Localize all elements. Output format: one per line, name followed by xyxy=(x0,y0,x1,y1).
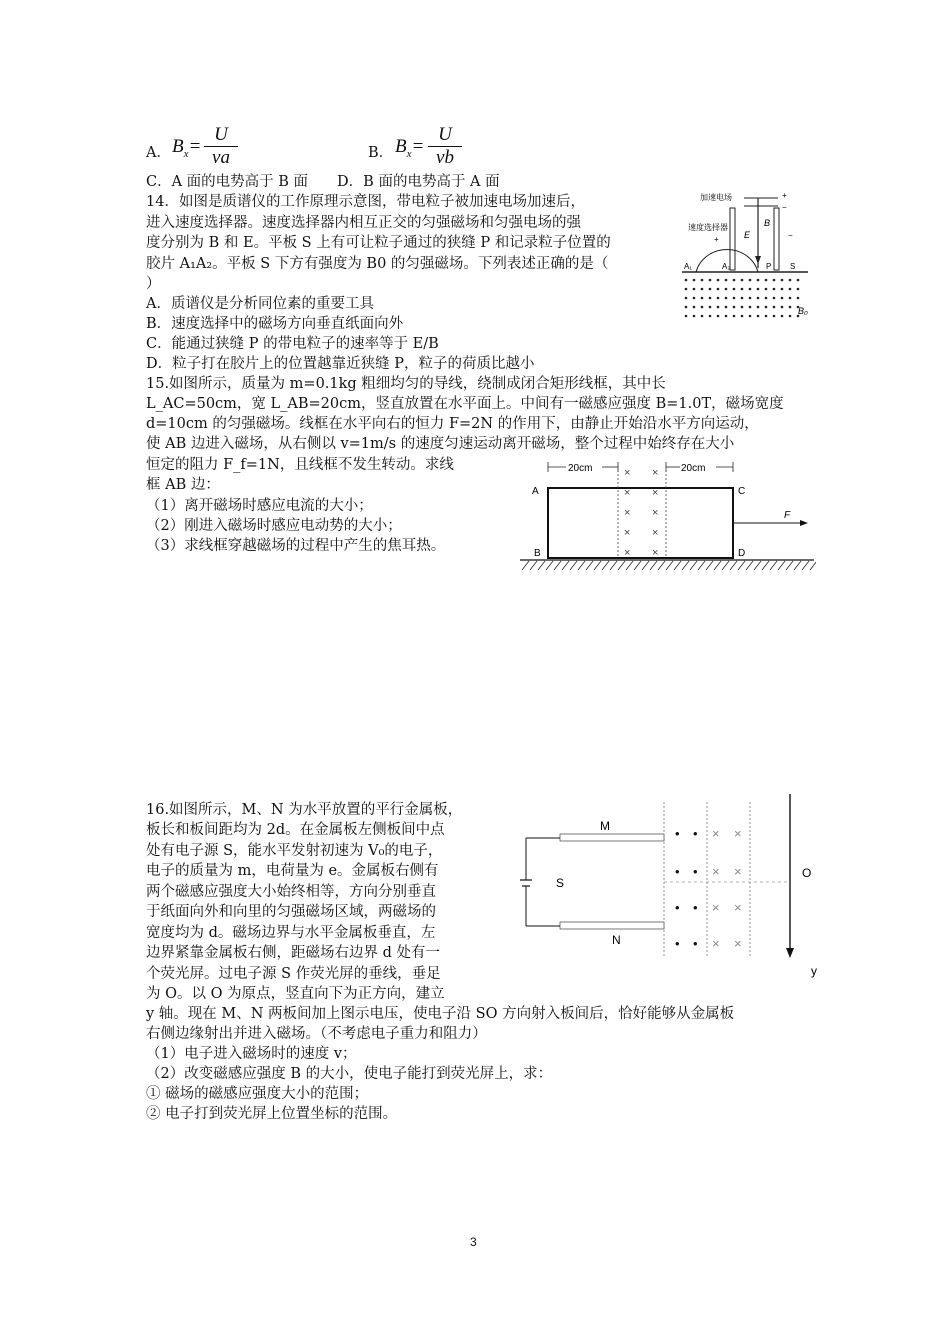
field-dot xyxy=(765,306,768,309)
hatch-mark xyxy=(618,561,625,570)
plate-n xyxy=(560,922,664,929)
q16-part-2: （2）改变磁感应强度 B 的大小，使电子能打到荧光屏上，求： xyxy=(146,1066,553,1082)
field-dot xyxy=(709,306,712,309)
q16-part-2-2: ② 电子打到荧光屏上位置坐标的范围。 xyxy=(146,1106,398,1122)
hatch-mark xyxy=(650,561,657,570)
selector-minus-sign: − xyxy=(788,231,793,240)
fraction-numerator: U xyxy=(428,124,462,147)
field-dot: • xyxy=(693,864,698,879)
hatch-mark xyxy=(626,561,633,570)
hatch-mark xyxy=(538,561,545,570)
fraction-numerator: U xyxy=(204,124,238,147)
field-dot: • xyxy=(693,826,698,841)
q14-option-b: B．速度选择中的磁场方向垂直纸面向外 xyxy=(146,316,404,332)
field-dot xyxy=(749,297,752,300)
plates-field-screen-diagram xyxy=(518,790,828,986)
field-dot: • xyxy=(675,900,680,915)
hatch-mark xyxy=(722,561,729,570)
mass-spectrometer-diagram xyxy=(682,186,812,324)
field-dot xyxy=(757,297,760,300)
field-dot xyxy=(717,306,720,309)
q16-line: 两个磁感应强度大小始终相等，方向分别垂直 xyxy=(146,884,436,900)
field-dot xyxy=(797,279,800,282)
label-a1: A₁ xyxy=(684,262,693,271)
field-dot xyxy=(741,288,744,291)
field-dot xyxy=(701,288,704,291)
q15-line: 恒定的阻力 F_f=1N，且线框不发生转动。求线 xyxy=(146,457,454,473)
field-dot xyxy=(693,288,696,291)
label-s: S xyxy=(556,876,565,890)
field-cross: × xyxy=(712,936,720,951)
q16-part-2-1: ① 磁场的磁感应强度大小的范围； xyxy=(146,1086,369,1102)
hatch-mark xyxy=(770,561,777,570)
hatch-mark xyxy=(802,561,809,570)
wire-loop xyxy=(548,488,733,558)
label-b: B xyxy=(764,218,771,228)
hatch-mark xyxy=(810,561,816,570)
field-dot xyxy=(725,279,728,282)
field-cross: × xyxy=(734,900,742,915)
field-dot xyxy=(781,288,784,291)
field-dot xyxy=(717,297,720,300)
hatch-mark xyxy=(530,561,537,570)
q16-line: 处有电子源 S，能水平发射初速为 V₀的电子， xyxy=(146,843,443,859)
label-s: S xyxy=(790,262,796,271)
field-dot xyxy=(717,288,720,291)
accel-plus-sign: + xyxy=(782,191,787,200)
field-dot xyxy=(725,288,728,291)
q15-line: d=10cm 的匀强磁场。线框在水平向右的恒力 F=2N 的作用下，由静止开始沿水平方向运动， xyxy=(146,416,759,432)
field-cross: × xyxy=(712,900,720,915)
q13-option-a-var: $B_x=$ xyxy=(172,136,202,160)
plate-m xyxy=(560,834,664,841)
field-cross: × xyxy=(734,936,742,951)
label-e: E xyxy=(744,230,751,240)
q16-line: 电子的质量为 m，电荷量为 e。金属板右侧有 xyxy=(146,863,439,879)
field-dot xyxy=(765,288,768,291)
field-cross: × xyxy=(652,547,659,559)
field-cross: × xyxy=(652,487,659,499)
hatch-mark xyxy=(730,561,737,570)
field-dot xyxy=(685,288,688,291)
dim-right-label: 20cm xyxy=(681,463,706,474)
hatch-mark xyxy=(778,561,785,570)
field-dot xyxy=(733,315,736,318)
selector-plate-right xyxy=(774,208,779,270)
q15-line: 框 AB 边： xyxy=(146,477,220,493)
field-dot xyxy=(709,288,712,291)
field-dot xyxy=(741,315,744,318)
hatch-mark xyxy=(586,561,593,570)
field-dot xyxy=(701,279,704,282)
field-dot xyxy=(693,315,696,318)
field-dot xyxy=(773,315,776,318)
hatch-mark xyxy=(562,561,569,570)
fraction-denominator: va xyxy=(212,147,230,168)
field-dot xyxy=(773,288,776,291)
q15-line: 15.如图所示，质量为 m=0.1kg 粗细均匀的导线，绕制成闭合矩形线框，其中长 xyxy=(146,376,666,392)
field-cross: × xyxy=(624,547,631,559)
field-dot xyxy=(765,315,768,318)
field-dot xyxy=(693,306,696,309)
field-dot xyxy=(725,315,728,318)
field-dot: • xyxy=(693,900,698,915)
q16-line: y 轴。现在 M、N 两板间加上图示电压，使电子沿 SO 方向射入板间后，恰好能够从金属板 xyxy=(146,1006,735,1022)
q16-part-1: （1）电子进入磁场时的速度 v； xyxy=(146,1046,357,1062)
hatch-mark xyxy=(570,561,577,570)
hatch-mark xyxy=(642,561,649,570)
field-dot xyxy=(701,297,704,300)
field-dot xyxy=(709,315,712,318)
q13-options-cd: C．A 面的电势高于 B 面 D．B 面的电势高于 A 面 xyxy=(146,174,500,190)
hatch-mark xyxy=(794,561,801,570)
loop-field-diagram xyxy=(518,458,816,574)
field-dot xyxy=(733,279,736,282)
q13-option-b-var: $B_x=$ xyxy=(395,136,425,160)
hatch-mark xyxy=(674,561,681,570)
label-y: y xyxy=(811,964,817,978)
q15-part-2: （2）刚进入磁场时感应电动势的大小； xyxy=(146,518,402,534)
hatch-mark xyxy=(738,561,745,570)
force-arrowhead xyxy=(800,520,808,526)
hatch-mark xyxy=(698,561,705,570)
hatch-mark xyxy=(522,561,529,570)
field-dot xyxy=(717,315,720,318)
accel-field-label: 加速电场 xyxy=(700,193,732,202)
hatch-mark xyxy=(762,561,769,570)
field-dot xyxy=(685,315,688,318)
hatch-mark xyxy=(690,561,697,570)
field-dot xyxy=(781,306,784,309)
field-dot xyxy=(797,297,800,300)
hatch-mark xyxy=(786,561,793,570)
q13-option-a-label: A． xyxy=(146,145,171,161)
field-cross: × xyxy=(734,826,742,841)
field-cross: × xyxy=(734,864,742,879)
y-axis-arrowhead xyxy=(786,948,794,958)
dim-left-label: 20cm xyxy=(568,463,593,474)
q15-line: L_AC=50cm，宽 L_AB=20cm，竖直放置在水平面上。中间有一磁感应强度 B=1.0T，磁场宽度 xyxy=(146,396,784,412)
field-dot xyxy=(749,279,752,282)
field-dot xyxy=(693,297,696,300)
label-p: P xyxy=(766,262,772,271)
field-dot xyxy=(749,288,752,291)
field-dot xyxy=(733,297,736,300)
page-number: 3 xyxy=(470,1235,477,1249)
field-dot xyxy=(685,279,688,282)
q14-option-c: C．能通过狭缝 P 的带电粒子的速率等于 E/B xyxy=(146,336,439,352)
q16-line: 于纸面向外和向里的匀强磁场区域，两磁场的 xyxy=(146,904,436,920)
field-dot xyxy=(781,297,784,300)
label-c: C xyxy=(738,486,746,497)
selector-plate-left xyxy=(730,208,735,270)
q16-line: 16.如图所示，M、N 为水平放置的平行金属板， xyxy=(146,802,463,818)
field-dot xyxy=(789,279,792,282)
q14-line: 度分别为 B 和 E。平板 S 上有可让粒子通过的狭缝 P 和记录粒子位置的 xyxy=(146,235,611,251)
hatch-mark xyxy=(714,561,721,570)
fraction-denominator: vb xyxy=(436,147,454,168)
field-dot: • xyxy=(675,864,680,879)
hatch-mark xyxy=(634,561,641,570)
hatch-mark xyxy=(602,561,609,570)
q13-option-a-fraction xyxy=(204,124,238,169)
field-dot xyxy=(725,297,728,300)
hatch-mark xyxy=(658,561,665,570)
hatch-mark xyxy=(546,561,553,570)
field-dot xyxy=(733,288,736,291)
field-dot xyxy=(741,279,744,282)
field-dot: • xyxy=(675,936,680,951)
field-cross: × xyxy=(624,467,631,479)
label-f: F xyxy=(784,510,791,521)
q14-line: 进入速度选择器。速度选择器内相互正交的匀强磁场和匀强电场的强 xyxy=(146,215,581,231)
field-cross: × xyxy=(652,527,659,539)
q16-line: 宽度均为 d。磁场边界与水平金属板垂直，左 xyxy=(146,925,436,941)
q16-line: 右侧边缘射出并进入磁场。（不考虑电子重力和阻力） xyxy=(146,1026,487,1042)
field-dots-out xyxy=(675,826,698,951)
field-dot xyxy=(757,288,760,291)
field-dot xyxy=(789,315,792,318)
field-cross: × xyxy=(652,507,659,519)
field-dot xyxy=(757,279,760,282)
field-dot xyxy=(789,306,792,309)
field-dot: • xyxy=(693,936,698,951)
field-dot xyxy=(765,297,768,300)
q15-line: 使 AB 边进入磁场，从右侧以 v=1m/s 的速度匀速运动离开磁场，整个过程中始终存在大小 xyxy=(146,436,735,452)
hatch-mark xyxy=(706,561,713,570)
field-cross: × xyxy=(652,467,659,479)
hatch-mark xyxy=(594,561,601,570)
field-dot xyxy=(717,279,720,282)
label-b0: B₀ xyxy=(798,306,808,316)
label-d: D xyxy=(738,548,746,559)
field-crosses xyxy=(624,467,658,559)
q16-line: 个荧光屏。过电子源 S 作荧光屏的垂线，垂足 xyxy=(146,966,441,982)
field-dot xyxy=(709,297,712,300)
q16-line: 板长和板间距均为 2d。在金属板左侧板间中点 xyxy=(146,822,445,838)
field-cross: × xyxy=(624,527,631,539)
field-dot: • xyxy=(675,826,680,841)
label-a2: A₂ xyxy=(722,262,731,271)
hatch-mark xyxy=(754,561,761,570)
field-cross: × xyxy=(712,826,720,841)
q14-line: 胶片 A₁A₂。平板 S 下方有强度为 B0 的匀强磁场。下列表述正确的是（ xyxy=(146,256,609,272)
q14-line: ） xyxy=(146,276,161,292)
accel-minus-sign: − xyxy=(782,203,787,212)
field-dot xyxy=(781,315,784,318)
field-dot xyxy=(757,315,760,318)
field-dot xyxy=(781,279,784,282)
field-cross: × xyxy=(712,864,720,879)
q14-line: 14．如图是质谱仪的工作原理示意图，带电粒子被加速电场加速后， xyxy=(146,194,585,210)
field-dot xyxy=(733,306,736,309)
particle-arrow xyxy=(755,256,761,264)
hatch-mark xyxy=(578,561,585,570)
field-dot xyxy=(693,279,696,282)
field-dot xyxy=(709,279,712,282)
hatch-mark xyxy=(554,561,561,570)
q16-line: 为 O。以 O 为原点，竖直向下为正方向，建立 xyxy=(146,986,445,1002)
field-crosses-in xyxy=(712,826,742,951)
hatch-mark xyxy=(666,561,673,570)
q14-option-d: D．粒子打在胶片上的位置越靠近狭缝 P，粒子的荷质比越小 xyxy=(146,356,535,372)
hatch-mark xyxy=(746,561,753,570)
q13-option-b-label: B． xyxy=(368,145,394,161)
field-dot xyxy=(685,297,688,300)
field-cross: × xyxy=(624,487,631,499)
field-dot xyxy=(701,315,704,318)
field-cross: × xyxy=(624,507,631,519)
q16-line: 边界紧靠金属板右侧，距磁场右边界 d 处有一 xyxy=(146,945,440,961)
field-dot xyxy=(773,297,776,300)
field-dot xyxy=(749,315,752,318)
hatch-mark xyxy=(610,561,617,570)
field-dot xyxy=(741,306,744,309)
field-dot xyxy=(789,288,792,291)
field-dot xyxy=(789,297,792,300)
label-a: A xyxy=(532,486,539,497)
field-dot xyxy=(685,306,688,309)
field-dot xyxy=(773,279,776,282)
velocity-selector-label: 速度选择器 xyxy=(688,223,728,232)
field-dot xyxy=(741,297,744,300)
hatch-mark xyxy=(682,561,689,570)
field-dot xyxy=(797,288,800,291)
ground-hatching xyxy=(522,561,816,570)
field-dot xyxy=(757,306,760,309)
field-dot xyxy=(701,306,704,309)
field-dot xyxy=(765,279,768,282)
field-dot xyxy=(749,306,752,309)
selector-plus-sign: + xyxy=(714,235,719,244)
label-n: N xyxy=(612,933,621,947)
q15-part-1: （1）离开磁场时感应电流的大小； xyxy=(146,498,373,514)
q13-option-b-fraction xyxy=(428,124,462,169)
field-dot xyxy=(725,306,728,309)
q14-option-a: A．质谱仪是分析同位素的重要工具 xyxy=(146,296,374,312)
q15-part-3: （3）求线框穿越磁场的过程中产生的焦耳热。 xyxy=(146,538,446,554)
b0-field-dots xyxy=(685,279,800,318)
field-dot xyxy=(773,306,776,309)
label-m: M xyxy=(600,819,610,833)
label-b: B xyxy=(534,548,541,559)
label-o: O xyxy=(802,866,812,880)
